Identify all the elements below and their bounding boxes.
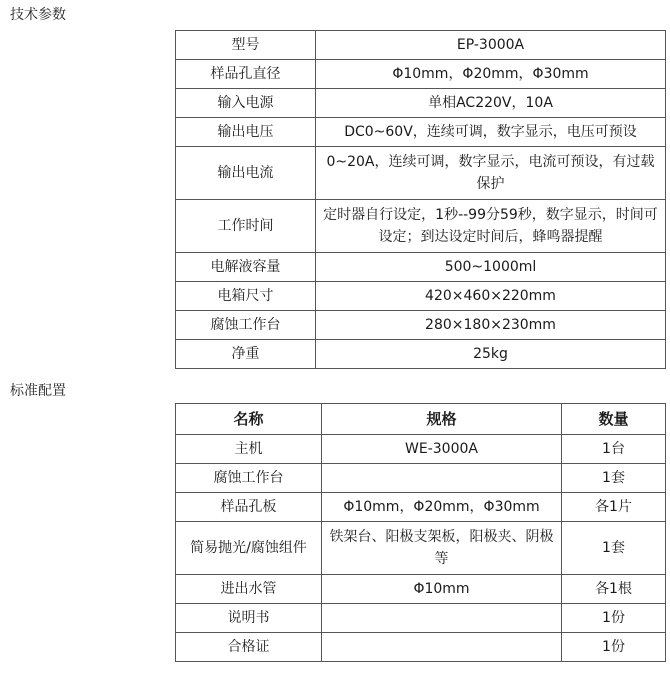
param-value: EP-3000A bbox=[316, 31, 666, 60]
item-name: 说明书 bbox=[176, 604, 322, 633]
column-header-spec: 规格 bbox=[322, 404, 562, 435]
item-name: 样品孔板 bbox=[176, 493, 322, 522]
tech-params-table bbox=[175, 30, 666, 369]
item-qty: 各1片 bbox=[562, 493, 666, 522]
param-label: 型号 bbox=[176, 31, 316, 60]
table-row bbox=[176, 200, 666, 253]
param-value: 0~20A，连续可调，数字显示，电流可预设，有过载保护 bbox=[316, 147, 666, 200]
item-name: 简易抛光/腐蚀组件 bbox=[176, 522, 322, 575]
tech-params-heading: 技术参数 bbox=[10, 7, 66, 23]
table-row bbox=[176, 464, 666, 493]
item-spec: Φ10mm，Φ20mm，Φ30mm bbox=[322, 493, 562, 522]
item-spec bbox=[322, 604, 562, 633]
table-row bbox=[176, 633, 666, 662]
table-row bbox=[176, 31, 666, 60]
table-row bbox=[176, 253, 666, 282]
item-qty: 1份 bbox=[562, 633, 666, 662]
item-name: 主机 bbox=[176, 435, 322, 464]
table-row bbox=[176, 147, 666, 200]
table-row bbox=[176, 89, 666, 118]
table-row bbox=[176, 60, 666, 89]
param-label: 电箱尺寸 bbox=[176, 282, 316, 311]
column-header-name: 名称 bbox=[176, 404, 322, 435]
table-row bbox=[176, 493, 666, 522]
table-row bbox=[176, 435, 666, 464]
param-label: 净重 bbox=[176, 340, 316, 369]
item-name: 合格证 bbox=[176, 633, 322, 662]
item-spec: 铁架台、阳极支架板，阳极夹、阴极等 bbox=[322, 522, 562, 575]
param-value: 500~1000ml bbox=[316, 253, 666, 282]
item-spec: WE-3000A bbox=[322, 435, 562, 464]
item-spec bbox=[322, 464, 562, 493]
table-header-row bbox=[176, 404, 666, 435]
standard-config-table bbox=[175, 403, 666, 662]
standard-config-heading: 标准配置 bbox=[10, 383, 66, 399]
param-value: Φ10mm，Φ20mm，Φ30mm bbox=[316, 60, 666, 89]
table-row bbox=[176, 604, 666, 633]
param-label: 电解液容量 bbox=[176, 253, 316, 282]
item-name: 进出水管 bbox=[176, 575, 322, 604]
param-label: 样品孔直径 bbox=[176, 60, 316, 89]
item-spec: Φ10mm bbox=[322, 575, 562, 604]
item-qty: 1套 bbox=[562, 522, 666, 575]
param-value: 定时器自行设定，1秒--99分59秒，数字显示，时间可设定；到达设定时间后，蜂鸣器提醒 bbox=[316, 200, 666, 253]
item-qty: 1台 bbox=[562, 435, 666, 464]
table-row bbox=[176, 340, 666, 369]
param-value: 25kg bbox=[316, 340, 666, 369]
table-row bbox=[176, 575, 666, 604]
param-value: 单相AC220V，10A bbox=[316, 89, 666, 118]
item-spec bbox=[322, 633, 562, 662]
table-row bbox=[176, 522, 666, 575]
param-label: 工作时间 bbox=[176, 200, 316, 253]
table-row bbox=[176, 282, 666, 311]
item-qty: 1份 bbox=[562, 604, 666, 633]
param-value: 280×180×230mm bbox=[316, 311, 666, 340]
item-name: 腐蚀工作台 bbox=[176, 464, 322, 493]
param-label: 输入电源 bbox=[176, 89, 316, 118]
param-value: 420×460×220mm bbox=[316, 282, 666, 311]
table-row bbox=[176, 118, 666, 147]
item-qty: 1套 bbox=[562, 464, 666, 493]
param-label: 输出电流 bbox=[176, 147, 316, 200]
column-header-qty: 数量 bbox=[562, 404, 666, 435]
param-label: 输出电压 bbox=[176, 118, 316, 147]
param-label: 腐蚀工作台 bbox=[176, 311, 316, 340]
table-row bbox=[176, 311, 666, 340]
param-value: DC0~60V，连续可调，数字显示，电压可预设 bbox=[316, 118, 666, 147]
item-qty: 各1根 bbox=[562, 575, 666, 604]
